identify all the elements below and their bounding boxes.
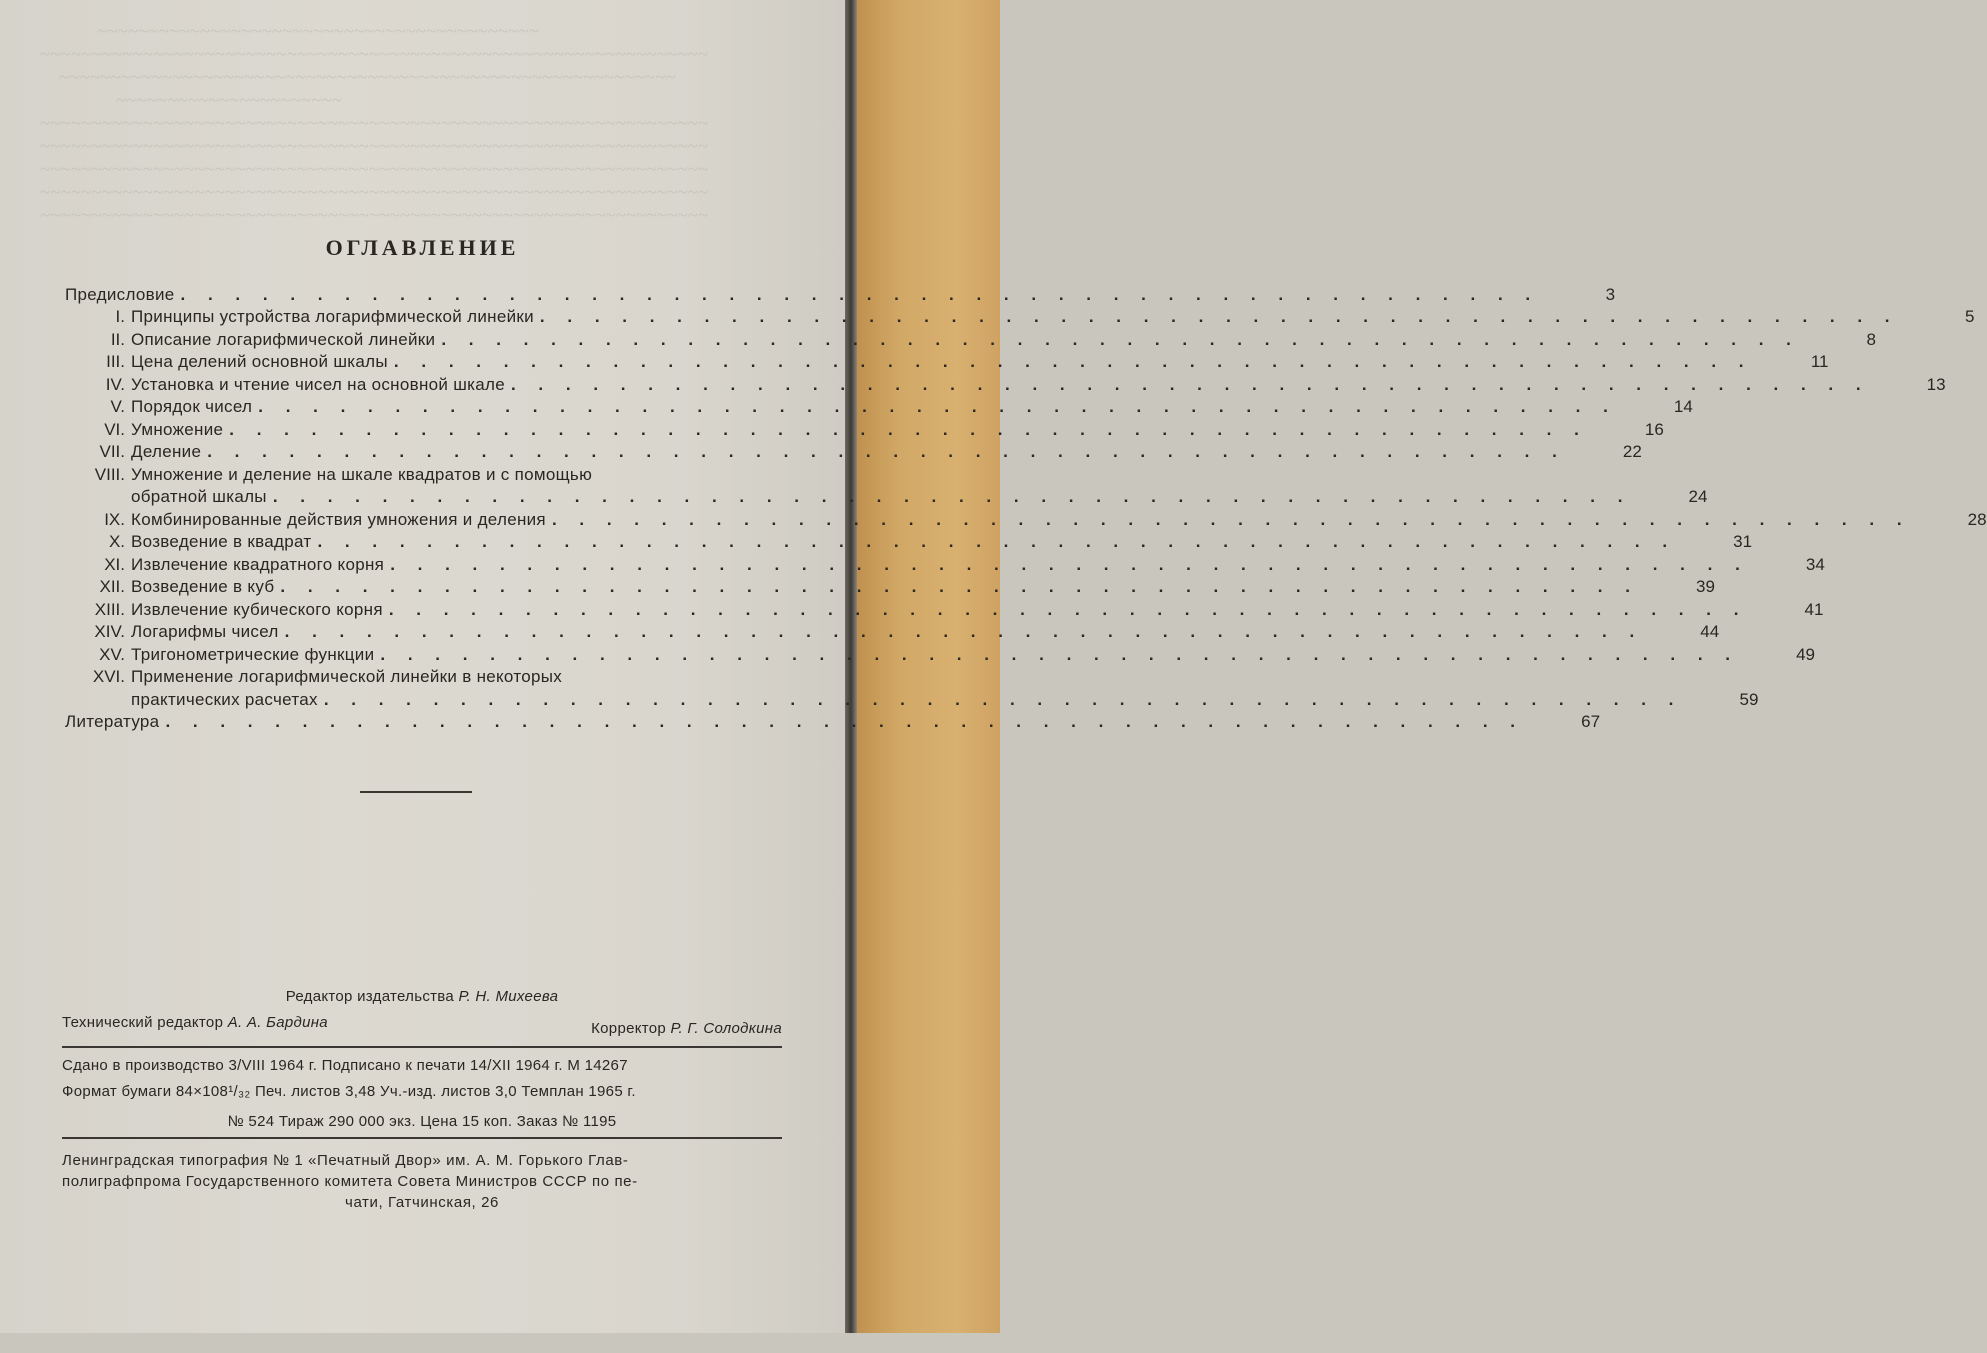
toc-entry-number: IX. [104, 509, 125, 529]
toc-entry-page: 59 [1739, 689, 1759, 709]
toc-entry [65, 620, 1720, 643]
toc-leader-dots: . . . . . . . . . . . . . . . . . . . . . . . . . . . . . . . . . . . . . . . . . . . . . . . . . . [510, 374, 1870, 394]
imprint-rule-top [62, 1046, 782, 1048]
toc-entry [65, 417, 1664, 440]
toc-entry-continuation [65, 485, 1708, 508]
toc-entry-number: III. [106, 352, 125, 371]
toc-entry-title: Логарифмы чисел [131, 622, 279, 641]
toc-entry-page: 49 [1796, 644, 1815, 664]
adjacent-page-edge [857, 0, 1000, 1333]
toc-entry-title: Предисловие [65, 284, 175, 304]
toc-entry-page: 16 [1644, 419, 1664, 439]
toc-entry-number: XII. [99, 577, 125, 596]
editor-line [62, 988, 782, 1005]
toc-entry [65, 440, 1642, 463]
toc-entry-number: I. [115, 307, 125, 326]
paper-format: Формат бумаги 84×108¹/₃₂ Печ. листов 3,48 Уч.-изд. листов 3,0 Темплан 1965 г. [62, 1083, 636, 1100]
toc-entry-title: Комбинированные действия умножения и деления [131, 509, 546, 529]
proofreader-name: Р. Г. Солодкина [670, 1020, 782, 1037]
toc-entry [65, 597, 1824, 620]
editor-name: Р. Н. Михеева [458, 988, 559, 1005]
toc-entry [65, 305, 1975, 328]
toc-entry-page: 5 [1965, 307, 1975, 326]
toc-leader-dots: . . . . . . . . . . . . . . . . . . . . . . . . . . . . . . . . . . . . . . . . . . . . . . . . . . [284, 622, 1644, 641]
table-of-contents [65, 282, 1987, 732]
toc-entry-page: 67 [1581, 712, 1601, 731]
toc-entry-continuation [65, 687, 1759, 710]
toc-entry-number: V. [110, 397, 125, 416]
toc-entry-page: 28 [1967, 509, 1987, 529]
tech-editor-line [62, 1014, 782, 1037]
toc-entry-number: IV. [105, 374, 125, 394]
toc-leader-dots: . . . . . . . . . . . . . . . . . . . . . . . . . . . . . . . . . . . . . . . . . . . . . . . . . . [441, 329, 1800, 349]
toc-entry-title: Возведение в куб [131, 577, 275, 596]
toc-leader-dots: . . . . . . . . . . . . . . . . . . . . . . . . . . . . . . . . . . . . . . . . . . . . . . . . . . [207, 442, 1566, 461]
toc-entry-page: 31 [1733, 532, 1753, 551]
toc-entry [65, 327, 1876, 350]
toc-entry-page: 3 [1605, 284, 1616, 304]
toc-entry [65, 710, 1601, 733]
toc-entry-title: Описание логарифмической линейки [131, 329, 436, 349]
toc-entry-number: XVI. [92, 667, 125, 686]
editor-label: Редактор издательства [285, 988, 455, 1005]
toc-entry-title: Цена делений основной шкалы [131, 352, 388, 371]
toc-entry [65, 530, 1753, 553]
toc-entry-page: 13 [1926, 374, 1946, 394]
toc-entry-number: II. [110, 329, 125, 349]
toc-entry-title-continued: практических расчетах [131, 689, 318, 709]
toc-entry-number: VI. [104, 419, 125, 439]
toc-entry [65, 395, 1693, 418]
toc-entry-page: 34 [1805, 554, 1825, 574]
toc-leader-dots: . . . . . . . . . . . . . . . . . . . . . . . . . . . . . . . . . . . . . . . . . . . . . . . . . . [551, 509, 1911, 529]
toc-entry-page: 24 [1688, 487, 1708, 506]
toc-entry-title: Извлечение квадратного корня [131, 554, 385, 574]
toc-entry-number: X. [108, 532, 125, 551]
toc-entry-title: Возведение в квадрат [131, 532, 312, 551]
toc-entry [65, 462, 785, 485]
toc-leader-dots: . . . . . . . . . . . . . . . . . . . . . . . . . . . . . . . . . . . . . . . . . . . . . . . . . . [388, 599, 1748, 619]
imprint-rule-bottom [62, 1137, 782, 1139]
toc-entry-page: 8 [1866, 329, 1876, 349]
toc-entry-title: Применение логарифмической линейки в некоторых [131, 667, 563, 686]
separator-rule [360, 791, 472, 793]
toc-entry [65, 552, 1825, 575]
toc-leader-dots: . . . . . . . . . . . . . . . . . . . . . . . . . . . . . . . . . . . . . . . . . . . . . . . . . . [258, 397, 1617, 416]
toc-leader-dots: . . . . . . . . . . . . . . . . . . . . . . . . . . . . . . . . . . . . . . . . . . . . . . . . . . [539, 307, 1899, 326]
toc-entry-title: Умножение [131, 419, 224, 439]
toc-entry-number: XIV. [94, 622, 125, 641]
toc-entry-title: Порядок чисел [131, 397, 253, 416]
toc-leader-dots: . . . . . . . . . . . . . . . . . . . . . . . . . . . . . . . . . . . . . . . . . . . . . . . . . . [272, 487, 1632, 506]
toc-entry-page: 39 [1696, 577, 1715, 596]
toc-entry [65, 282, 1616, 305]
toc-leader-dots: . . . . . . . . . . . . . . . . . . . . . . . . . . . . . . . . . . . . . . . . . . . . . . . . . . [229, 419, 1588, 439]
toc-entry-page: 41 [1804, 599, 1824, 619]
toc-entry [65, 575, 1715, 598]
toc-leader-dots: . . . . . . . . . . . . . . . . . . . . . . . . . . . . . . . . . . . . . . . . . . . . . . . . . . [180, 284, 1540, 304]
book-spine [845, 0, 857, 1333]
show-through-text: ~~~~~~~~~~~~~~~~~~~~~~~~~~~~~~~~~~~~~~~~~~~ ~~~~~~~~~~~~~~~~~~~~~~~~~~~~~~~~~~~~~~~~~~~~~~~~~~~~~~~~~~~~~~~~~ ~~~~~~~~~~~~~~~~~~~~~~~~~~~~~~~~~~~~~~~~~~~~~~~~~~~~~~~~~~~~ ~~~~~~~~~~~~~~~~~~~~~~ ~~~~~~~~~~~~~~~~~~~~~~~~~~~~~~~~~~~~~~~~~~~~~~~~~~~~~~~~~~~~~~~~~ ~~~~~~~~~~~~~~~~~~~~~~~~~~~~~~~~~~~~~~~~~~~~~~~~~~~~~~~~~~~~~~~~~ ~~~~~~~~~~~~~~~~~~~~~~~~~~~~~~~~~~~~~~~~~~~~~~~~~~~~~~~~~~~~~~~~~ ~~~~~~~~~~~~~~~~~~~~~~~~~~~~~~~~~~~~~~~~~~~~~~~~~~~~~~~~~~~~~~~~~ ~~~~~~~~~~~~~~~~~~~~~~~~~~~~~~~~~~~~~~~~~~~~~~~~~~~~~~~~~~~~~~~~~ [40, 21, 709, 226]
toc-entry-title: Литература [65, 712, 160, 731]
toc-leader-dots: . . . . . . . . . . . . . . . . . . . . . . . . . . . . . . . . . . . . . . . . . . . . . . . . . . [280, 577, 1639, 596]
tech-editor-name: А. А. Бардина [227, 1014, 328, 1031]
toc-leader-dots: . . . . . . . . . . . . . . . . . . . . . . . . . . . . . . . . . . . . . . . . . . . . . . . . . . [323, 689, 1683, 709]
toc-leader-dots: . . . . . . . . . . . . . . . . . . . . . . . . . . . . . . . . . . . . . . . . . . . . . . . . . . [317, 532, 1677, 551]
toc-entry-title: Принципы устройства логарифмической линейки [131, 307, 534, 326]
toc-entry-number: XV. [99, 644, 125, 664]
proofreader-label: Корректор [591, 1020, 667, 1037]
tech-editor-label: Технический редактор [62, 1014, 224, 1031]
toc-entry [65, 350, 1829, 373]
production-dates: Сдано в производство 3/VIII 1964 г. Подписано к печати 14/XII 1964 г. М 14267 [62, 1057, 628, 1074]
toc-entry-page: 44 [1700, 622, 1720, 641]
toc-entry [65, 372, 1946, 395]
toc-entry-number: XI. [104, 554, 125, 574]
toc-leader-dots: . . . . . . . . . . . . . . . . . . . . . . . . . . . . . . . . . . . . . . . . . . . . . . . . . . [380, 644, 1739, 664]
toc-entry-title: Извлечение кубического корня [131, 599, 383, 619]
toc-entry-number: VIII. [94, 464, 125, 484]
toc-entry [65, 642, 1815, 665]
toc-entry-title: Деление [131, 442, 202, 461]
toc-entry-title: Установка и чтение чисел на основной шкале [131, 374, 505, 394]
toc-leader-dots: . . . . . . . . . . . . . . . . . . . . . . . . . . . . . . . . . . . . . . . . . . . . . . . . . . [393, 352, 1753, 371]
print-run: № 524 Тираж 290 000 экз. Цена 15 коп. Заказ № 1195 [227, 1113, 617, 1130]
toc-entry [65, 507, 1987, 530]
toc-leader-dots: . . . . . . . . . . . . . . . . . . . . . . . . . . . . . . . . . . . . . . . . . . . . . . . . . . [390, 554, 1749, 574]
toc-entry-page: 14 [1673, 397, 1693, 416]
toc-title: ОГЛАВЛЕНИЕ [325, 235, 520, 260]
printer-line-2: полиграфпрома Государственного комитета Совета Министров СССР по пе- [62, 1173, 638, 1190]
toc-entry-title: Умножение и деление на шкале квадратов и с помощью [131, 464, 593, 484]
printer-line-1: Ленинградская типография № 1 «Печатный Двор» им. А. М. Горького Глав- [62, 1152, 629, 1169]
toc-leader-dots: . . . . . . . . . . . . . . . . . . . . . . . . . . . . . . . . . . . . . . . . . . . . . . . . . . [165, 712, 1525, 731]
toc-entry-number: XIII. [94, 599, 125, 619]
printer-line-3: чати, Гатчинская, 26 [345, 1194, 499, 1211]
toc-entry-title: Тригонометрические функции [131, 644, 375, 664]
toc-entry-page: 11 [1810, 352, 1829, 371]
toc-entry-title-continued: обратной шкалы [131, 487, 267, 506]
toc-entry-number: VII. [99, 442, 125, 461]
toc-entry [65, 665, 785, 688]
toc-entry-page: 22 [1622, 442, 1642, 461]
